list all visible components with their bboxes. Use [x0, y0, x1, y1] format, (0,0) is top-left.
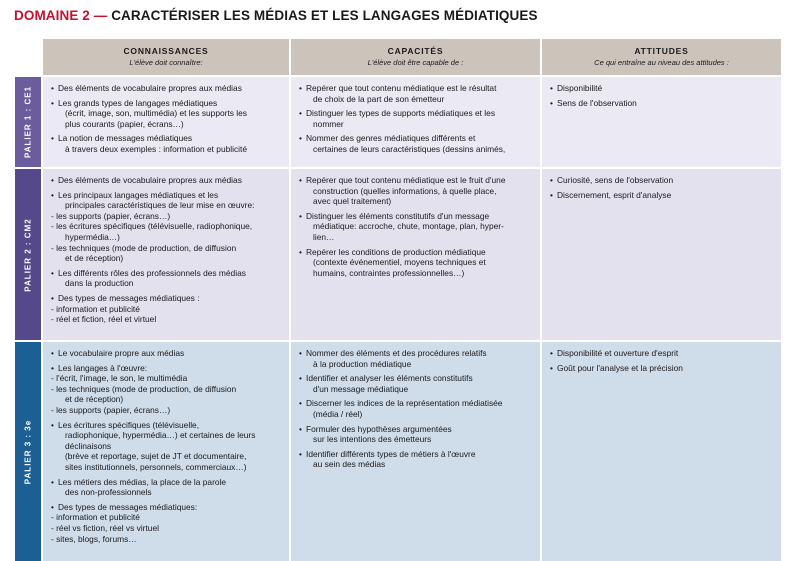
text-line: Nommer des éléments et des procédures relatifs	[306, 348, 487, 358]
sub-item-line: et de réception)	[65, 253, 124, 264]
list-item	[550, 363, 773, 374]
text-line: Des éléments de vocabulaire propres aux médias	[58, 83, 242, 93]
header-connaissances	[43, 39, 289, 75]
list-item-text	[306, 175, 532, 207]
text-line: médiatique: accroche, chute, montage, plan, hyper-	[313, 221, 504, 232]
text-line: (brève et reportage, sujet de JT et documentaire,	[65, 451, 247, 462]
bullet-icon: •	[51, 476, 54, 487]
sub-item	[51, 373, 281, 384]
cell-capacities-palier-3	[291, 342, 540, 561]
list-item	[299, 449, 532, 470]
sub-item-line: - sites, blogs, forums…	[51, 533, 137, 544]
bullet-icon: •	[51, 83, 54, 93]
row-band-palier-1	[15, 77, 41, 167]
row-band-palier-3	[15, 342, 41, 561]
text-line: à travers deux exemples : information et publicité	[65, 143, 248, 154]
cell-attitudes-palier-2	[542, 169, 781, 340]
list-item	[299, 108, 532, 129]
text-line: avec quel traitement)	[313, 196, 392, 207]
list-item-text	[557, 175, 773, 186]
list-item	[299, 348, 532, 369]
text-line: Disponibilité et ouverture d'esprit	[557, 348, 679, 358]
bullet-icon: •	[299, 210, 302, 221]
competency-table	[15, 39, 781, 561]
list-item	[299, 398, 532, 419]
sub-item-line: - l'écrit, l'image, le son, le multimédia	[51, 373, 188, 384]
bullet-icon: •	[299, 398, 302, 409]
text-line: Goût pour l'analyse et la précision	[557, 362, 683, 373]
list-item-text	[306, 348, 532, 369]
bullet-icon: •	[299, 133, 302, 144]
bullet-icon: •	[51, 419, 54, 430]
sub-item-line: - information et publicité	[51, 303, 140, 314]
text-line: Repérer les conditions de production médiatique	[306, 246, 486, 257]
text-line: Disponibilité	[557, 83, 603, 93]
list-item	[51, 348, 281, 359]
text-line: d'un message médiatique	[313, 383, 409, 394]
list-item-text	[51, 501, 281, 544]
row-label: PALIER 1 : CE1	[23, 85, 33, 159]
sub-item	[51, 243, 281, 264]
text-line: Distinguer les types de supports médiatiques et les	[306, 108, 496, 119]
list-item	[51, 363, 281, 416]
text-line: (écrit, image, son, multimédia) et les supports les	[65, 108, 247, 119]
bullet-icon: •	[51, 362, 54, 373]
text-line: Identifier et analyser les éléments constitutifs	[306, 373, 473, 384]
bullet-icon: •	[299, 246, 302, 257]
list-item-text	[306, 133, 532, 154]
bullet-icon: •	[299, 108, 302, 119]
list-item	[51, 420, 281, 473]
sub-item-line: - les supports (papier, écrans…)	[51, 210, 171, 221]
list-item-text	[557, 363, 773, 374]
sub-item-line: - les supports (papier, écrans…)	[51, 404, 171, 415]
bullet-icon: •	[299, 175, 302, 185]
list-item-text	[306, 449, 532, 470]
list-item-text	[306, 398, 532, 419]
sub-item	[51, 384, 281, 405]
bullet-icon: •	[299, 373, 302, 384]
list-item-text	[51, 189, 281, 264]
bullet-icon: •	[550, 348, 553, 358]
bullet-icon: •	[299, 423, 302, 434]
list-item	[550, 98, 773, 109]
header-subtitle: Ce qui entraîne au niveau des attitudes :	[594, 58, 729, 67]
text-line: Curiosité, sens de l'observation	[557, 175, 674, 185]
list-item	[51, 293, 281, 325]
sub-item	[51, 221, 281, 242]
header-capacites	[291, 39, 540, 75]
bullet-icon: •	[51, 189, 54, 200]
text-line: Les langages à l'œuvre:	[58, 362, 148, 373]
text-line: radiophonique, hypermédia…) et certaines de leurs	[65, 430, 256, 441]
bullet-icon: •	[299, 348, 302, 358]
sub-item	[51, 405, 281, 416]
text-line: Les écritures spécifiques (télévisuelle,	[58, 419, 200, 430]
list-item	[299, 247, 532, 279]
text-line: Identifier différents types de métiers à l'œuvre	[306, 448, 476, 459]
text-line: des non-professionnels	[65, 487, 152, 498]
list-item-text	[306, 424, 532, 445]
sub-item	[51, 314, 281, 325]
sub-item	[51, 534, 281, 545]
list-item	[51, 98, 281, 130]
bullet-icon: •	[299, 448, 302, 459]
text-line: Des éléments de vocabulaire propres aux médias	[58, 175, 242, 185]
list-item-text	[58, 175, 281, 186]
text-line: Nommer des genres médiatiques différents et	[306, 133, 476, 144]
bullet-icon: •	[51, 133, 54, 144]
bullet-icon: •	[51, 501, 54, 512]
text-line: plus courants (papier, écrans…)	[65, 118, 184, 129]
list-item	[51, 83, 281, 94]
list-item	[51, 133, 281, 154]
sub-item	[51, 211, 281, 222]
row-label: PALIER 2 : CM2	[23, 217, 33, 292]
list-item-text	[557, 83, 773, 94]
text-line: Repérer que tout contenu médiatique est le fruit d'une	[306, 175, 506, 185]
text-line: construction (quelles informations, à quelle place,	[313, 185, 497, 196]
bullet-icon: •	[299, 83, 302, 93]
text-line: Distinguer les éléments constitutifs d'un message	[306, 210, 490, 221]
list-item	[299, 373, 532, 394]
text-line: Sens de l'observation	[557, 97, 637, 108]
bullet-icon: •	[51, 97, 54, 108]
list-item-text	[557, 190, 773, 201]
cell-capacities-palier-2	[291, 169, 540, 340]
cell-knowledge-palier-1	[43, 77, 289, 167]
list-item-text	[58, 268, 281, 289]
bullet-icon: •	[550, 175, 553, 185]
row-label: PALIER 3 : 3e	[23, 419, 33, 484]
sub-item-line: et de réception)	[65, 394, 124, 405]
text-line: Les grands types de langages médiatiques	[58, 97, 218, 108]
list-item	[51, 477, 281, 498]
bullet-icon: •	[51, 348, 54, 358]
text-line: lien…	[313, 231, 335, 242]
list-item	[550, 83, 773, 94]
list-item-text	[58, 420, 281, 473]
sub-item-line: hypermédia…)	[65, 231, 120, 242]
header-title: CAPACITÉS	[387, 46, 444, 56]
list-item	[550, 348, 773, 359]
text-line: au sein des médias	[313, 459, 386, 470]
text-line: Les métiers des médias, la place de la parole	[58, 476, 227, 487]
list-item	[299, 133, 532, 154]
cell-capacities-palier-1	[291, 77, 540, 167]
cell-attitudes-palier-1	[542, 77, 781, 167]
list-item-text	[557, 348, 773, 359]
text-line: (contexte événementiel, moyens techniques et	[313, 257, 486, 268]
text-line: dans la production	[65, 278, 134, 289]
text-line: Des types de messages médiatiques:	[58, 501, 198, 512]
sub-item	[51, 304, 281, 315]
list-item	[299, 211, 532, 243]
list-item-text	[58, 348, 281, 359]
header-title: CONNAISSANCES	[123, 46, 209, 56]
text-line: sites institutionnels, personnels, commerciaux…)	[65, 461, 247, 472]
list-item-text	[51, 362, 281, 416]
header-attitudes	[542, 39, 781, 75]
sub-item-line: - réel et fiction, réel et virtuel	[51, 314, 157, 325]
list-item-text	[51, 292, 281, 325]
sub-item	[51, 523, 281, 534]
header-title: ATTITUDES	[634, 46, 689, 56]
sub-item	[51, 512, 281, 523]
list-item-text	[306, 211, 532, 243]
cell-knowledge-palier-3	[43, 342, 289, 561]
text-line: certaines de leurs caractéristiques (dessins animés,	[313, 143, 506, 154]
text-line: à la production médiatique	[313, 358, 412, 369]
sub-item-line: - les techniques (mode de production, de diffusion	[51, 383, 237, 394]
text-line: Des types de messages médiatiques :	[58, 292, 200, 303]
text-line: Discernement, esprit d'analyse	[557, 189, 672, 200]
domain-title: CARACTÉRISER LES MÉDIAS ET LES LANGAGES MÉDIATIQUES	[107, 8, 538, 23]
bullet-icon: •	[550, 362, 553, 373]
text-line: sur les intentions des émetteurs	[313, 434, 432, 445]
list-item	[51, 502, 281, 544]
cell-knowledge-palier-2	[43, 169, 289, 340]
text-line: La notion de messages médiatiques	[58, 133, 193, 144]
list-item	[299, 175, 532, 207]
list-item	[51, 175, 281, 186]
text-line: Les différents rôles des professionnels des médias	[58, 267, 246, 278]
header-subtitle: L'élève doit connaître:	[129, 58, 203, 67]
bullet-icon: •	[550, 97, 553, 108]
list-item-text	[557, 98, 773, 109]
text-line: déclinaisons	[65, 440, 112, 451]
sub-item-line: - les techniques (mode de production, de diffusion	[51, 242, 237, 253]
text-line: humains, contraintes professionnelles…)	[313, 267, 465, 278]
list-item	[299, 424, 532, 445]
bullet-icon: •	[550, 83, 553, 93]
list-item-text	[58, 133, 281, 154]
text-line: Formuler des hypothèses argumentées	[306, 423, 452, 434]
list-item	[51, 268, 281, 289]
text-line: Discerner les indices de la représentation médiatisée	[306, 398, 503, 409]
list-item-text	[306, 373, 532, 394]
text-line: de choix de la part de son émetteur	[313, 93, 445, 104]
page-title	[14, 8, 538, 23]
text-line: principales caractéristiques de leur mise en œuvre:	[65, 200, 255, 211]
header-subtitle: L'élève doit être capable de :	[367, 58, 464, 67]
list-item-text	[58, 98, 281, 130]
list-item-text	[306, 108, 532, 129]
bullet-icon: •	[51, 175, 54, 185]
sub-item-line: - réel vs fiction, réel vs virtuel	[51, 522, 159, 533]
sub-item-line: - information et publicité	[51, 512, 140, 523]
list-item-text	[58, 477, 281, 498]
domain-number: DOMAINE 2 —	[14, 8, 108, 23]
list-item	[550, 190, 773, 201]
list-item-text	[306, 83, 532, 104]
row-band-palier-2	[15, 169, 41, 340]
bullet-icon: •	[550, 189, 553, 200]
text-line: Les principaux langages médiatiques et les	[58, 189, 219, 200]
text-line: Le vocabulaire propre aux médias	[58, 348, 185, 358]
list-item-text	[58, 83, 281, 94]
bullet-icon: •	[51, 267, 54, 278]
text-line: (média / réel)	[313, 408, 363, 419]
list-item	[299, 83, 532, 104]
sub-item-line: - les écritures spécifiques (télévisuelle, radiophonique,	[51, 221, 253, 232]
text-line: Repérer que tout contenu médiatique est le résultat	[306, 83, 497, 93]
bullet-icon: •	[51, 292, 54, 303]
list-item	[51, 190, 281, 264]
text-line: nommer	[313, 118, 344, 129]
cell-attitudes-palier-3	[542, 342, 781, 561]
list-item-text	[306, 247, 532, 279]
list-item	[550, 175, 773, 186]
